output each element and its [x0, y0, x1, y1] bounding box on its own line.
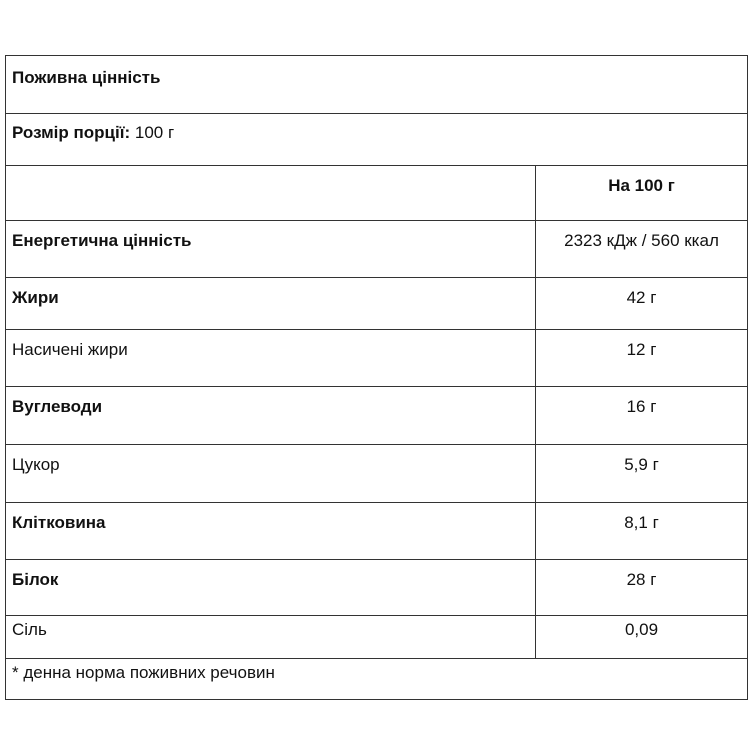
- serving-size-row: [6, 114, 747, 166]
- serving-size-value: 100 г: [130, 123, 175, 142]
- nutrient-name: Цукор: [12, 455, 60, 474]
- nutrient-value: 16 г: [626, 397, 657, 416]
- table-row: [6, 387, 747, 445]
- table-row: [6, 616, 747, 659]
- nutrient-value: 12 г: [626, 340, 657, 359]
- serving-size-label: Розмір порції:: [12, 123, 131, 142]
- nutrient-name: Вуглеводи: [12, 397, 103, 416]
- nutrient-name: Жири: [12, 288, 59, 307]
- table-row: [6, 278, 747, 330]
- table-title: Поживна цінність: [12, 68, 161, 87]
- nutrient-value: 28 г: [626, 570, 657, 589]
- nutrient-name: Білок: [12, 570, 59, 589]
- nutrient-name: Насичені жири: [12, 340, 128, 359]
- nutrient-value: 0,09: [624, 620, 659, 639]
- footnote-row: [6, 659, 747, 699]
- nutrient-name: Клітковина: [12, 513, 106, 532]
- column-header-row: [6, 166, 747, 221]
- nutrition-facts-table: [5, 55, 748, 700]
- table-title-row: [6, 56, 747, 114]
- table-row: [6, 503, 747, 560]
- nutrient-value: 2323 кДж / 560 ккал: [564, 231, 719, 250]
- nutrient-name: Енергетична цінність: [12, 231, 192, 250]
- header-value-cell: [536, 166, 747, 220]
- column-header: На 100 г: [608, 176, 675, 195]
- header-empty-cell: [6, 166, 536, 220]
- table-row: [6, 330, 747, 387]
- table-row: [6, 221, 747, 278]
- nutrient-value: 5,9 г: [624, 455, 659, 474]
- nutrient-name: Сіль: [12, 620, 47, 639]
- footnote: * денна норма поживних речовин: [12, 663, 275, 682]
- table-row: [6, 560, 747, 616]
- table-row: [6, 445, 747, 503]
- serving-size: [12, 123, 174, 143]
- nutrient-value: 8,1 г: [624, 513, 659, 532]
- nutrient-value: 42 г: [626, 288, 657, 307]
